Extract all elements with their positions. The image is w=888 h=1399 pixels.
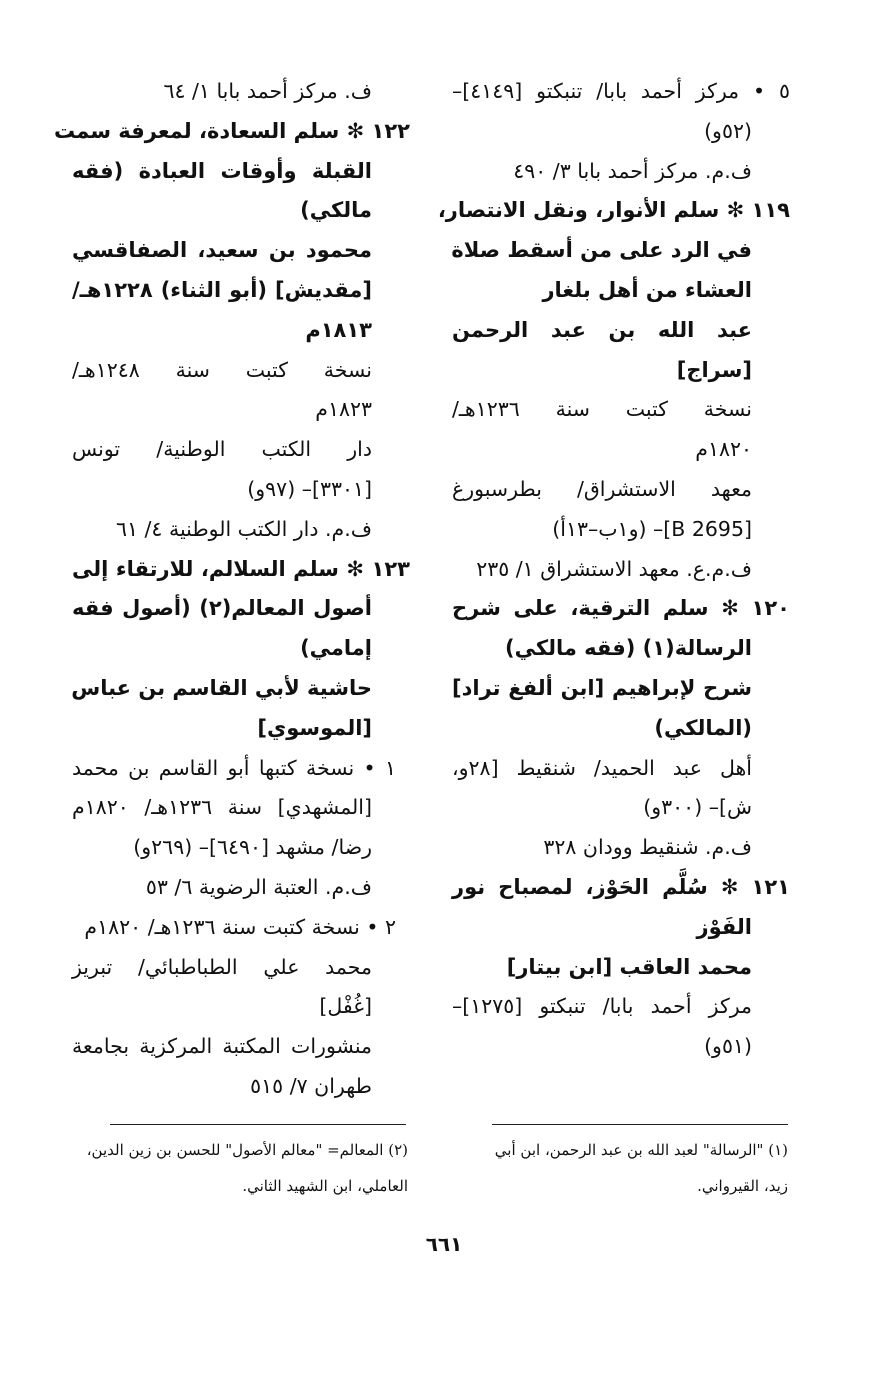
entry-text-line: ١٨٢٣م [315, 397, 372, 422]
entry-text-line: ف.م. دار الكتب الوطنية ٤/ ٦١ [115, 516, 372, 541]
entry-heading-line: ١٢٢ ✻ سلم السعادة، لمعرفة سمت [54, 118, 410, 143]
entry-heading-line: ١٢١ ✻ سُلَّم الحَوْز، لمصباح نور [452, 874, 790, 899]
entry-heading-line: الفَوْز [696, 914, 752, 939]
entry-text-line: ف.م. شنقيط وودان ٣٢٨ [543, 835, 752, 860]
footnote-right [460, 1132, 788, 1204]
entry-heading-line: [سراج] [676, 357, 752, 382]
entry-text-line: ف.م. العتبة الرضوية ٦/ ٥٣ [145, 874, 372, 899]
entry-heading-line: ١٨١٣م [305, 317, 372, 342]
entry-text-line: (٥١و) [704, 1034, 752, 1059]
entry-text-line: محمد علي الطباطبائي/ تبريز [72, 954, 372, 979]
footnote-line: العاملي، ابن الشهيد الثاني. [242, 1177, 408, 1195]
entry-text-line: نسخة كتبت سنة ١٢٤٨هـ/ [72, 357, 372, 382]
entry-heading-line: شرح لإبراهيم [ابن ألفغ تراد] [452, 675, 752, 700]
entry-heading-line: [مقديش] (أبو الثناء) ١٢٢٨هـ/ [72, 277, 372, 302]
entry-heading-line: محمود بن سعيد، الصفاقسي [72, 238, 372, 263]
entry-text-line: [المشهدي] سنة ١٢٣٦هـ/ ١٨٢٠م [72, 795, 372, 820]
entry-text-line: [B 2695]– (و١ب–١٣أ) [552, 516, 752, 541]
entry-text-line: أهل عبد الحميد/ شنقيط [٢٨و، [452, 755, 752, 780]
entry-text-line: [غُفْل] [319, 994, 372, 1019]
footnote-line: (١) "الرسالة" لعبد الله بن عبد الرحمن، ابن أبي [494, 1141, 788, 1159]
entry-heading-line: (المالكي) [654, 715, 752, 740]
entry-text-line: منشورات المكتبة المركزية بجامعة [72, 1034, 372, 1059]
entry-heading-line: أصول المعالم(٢) (أصول فقه [72, 596, 373, 621]
footnote-divider-right [492, 1124, 788, 1125]
entry-text-line: ١٨٢٠م [695, 437, 752, 462]
entry-heading-line: حاشية لأبي القاسم بن عباس [71, 675, 372, 700]
entry-text-line: طهران ٧/ ٥١٥ [250, 1073, 372, 1098]
entry-heading-line: الرسالة(١) (فقه مالكي) [505, 636, 752, 661]
entry-heading-line: محمد العاقب [ابن بيتار] [506, 954, 752, 979]
entry-text-line: رضا/ مشهد [٦٤٩٠]– (٢٦٩و) [133, 835, 372, 860]
footnote-line: (٢) المعالم= "معالم الأصول" للحسن بن زين الدين، [86, 1141, 408, 1159]
footnote-left [78, 1132, 408, 1204]
entry-heading-line: ١٢٠ ✻ سلم الترقية، على شرح [452, 596, 790, 621]
entry-heading-line: القبلة وأوقات العبادة (فقه [72, 158, 372, 183]
entry-text-line: ش]– (٣٠٠و) [643, 795, 752, 820]
entry-text-line: [٣٣٠١]– (٩٧و) [247, 476, 372, 501]
entry-heading-line: عبد الله بن عبد الرحمن [452, 317, 752, 342]
entry-text-line: ف. مركز أحمد بابا ١/ ٦٤ [163, 79, 372, 103]
entry-heading-line: مالكي) [300, 198, 372, 223]
entry-text-line: ف.م.ع. معهد الاستشراق ١/ ٢٣٥ [476, 556, 752, 581]
entry-heading-line: [الموسوي] [257, 715, 372, 740]
entry-text-line: نسخة كتبت سنة ١٢٣٦هـ/ [452, 397, 752, 422]
entry-text-line: ف.م. مركز أحمد بابا ٣/ ٤٩٠ [513, 158, 752, 183]
entry-heading-line: ١١٩ ✻ سلم الأنوار، ونقل الانتصار، [437, 198, 790, 223]
right-column [437, 72, 790, 1067]
footnote-divider-left [110, 1124, 406, 1125]
entry-heading-line: في الرد على من أسقط صلاة [451, 238, 752, 263]
entry-text-line: ١ • نسخة كتبها أبو القاسم بن محمد [72, 755, 396, 780]
left-column [54, 72, 410, 1107]
entry-text-line: (٥٢و) [704, 118, 752, 143]
entry-text-line: ٥ • مركز أحمد بابا/ تنبكتو [٤١٤٩]– [452, 79, 790, 103]
footnote-line: زيد، القيرواني. [697, 1177, 788, 1195]
entry-text-line: مركز أحمد بابا/ تنبكتو [١٢٧٥]– [452, 994, 752, 1019]
entry-text-line: ٢ • نسخة كتبت سنة ١٢٣٦هـ/ ١٨٢٠م [84, 914, 396, 939]
page-number: ٦٦١ [425, 1232, 463, 1256]
entry-heading-line: العشاء من أهل بلغار [542, 277, 752, 302]
entry-text-line: دار الكتب الوطنية/ تونس [72, 437, 372, 462]
entry-heading-line: إمامي) [300, 636, 372, 661]
entry-text-line: معهد الاستشراق/ بطرسبورغ [452, 476, 752, 501]
entry-heading-line: ١٢٣ ✻ سلم السلالم، للارتقاء إلى [72, 556, 410, 581]
